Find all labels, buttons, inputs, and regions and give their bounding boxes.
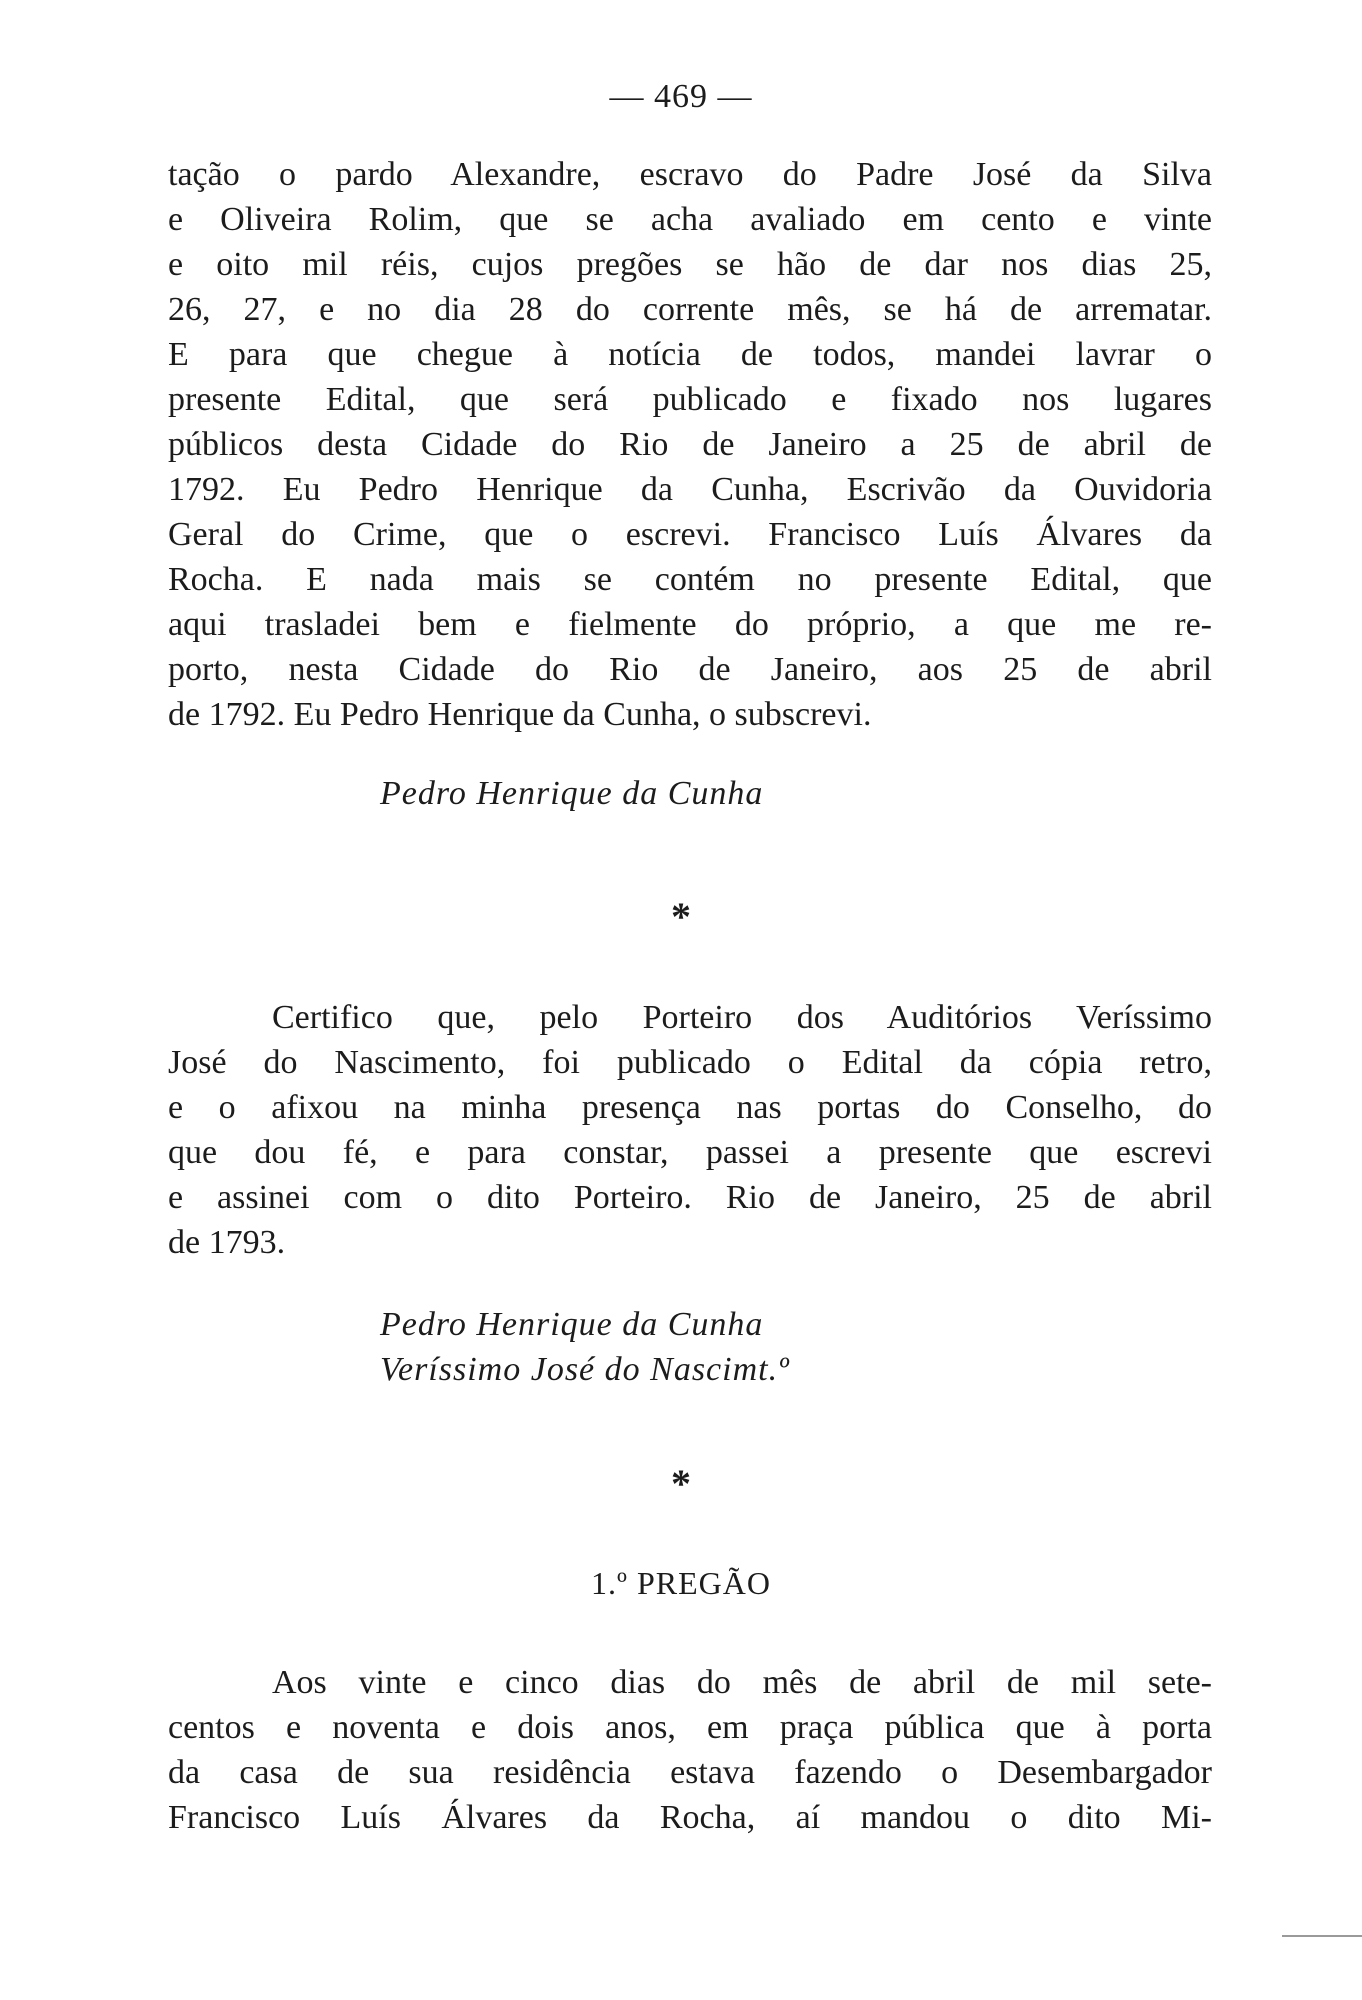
text-line: tação o pardo Alexandre, escravo do Padre José da Silva [168,156,1212,193]
text-line: de 1793. [168,1224,286,1261]
text-line: centos e noventa e dois anos, em praça pública que à porta [168,1709,1212,1746]
text-line: e Oliveira Rolim, que se acha avaliado em cento e vinte [168,201,1212,238]
text-line: Francisco Luís Álvares da Rocha, aí mandou o dito Mi- [168,1799,1212,1836]
text-line: e assinei com o dito Porteiro. Rio de Janeiro, 25 de abril [168,1179,1212,1216]
text-line: e o afixou na minha presença nas portas do Conselho, do [168,1089,1212,1126]
text-line: e oito mil réis, cujos pregões se hão de dar nos dias 25, [168,246,1212,283]
text-line: 1792. Eu Pedro Henrique da Cunha, Escrivão da Ouvidoria [168,471,1212,508]
signature-pedro-henrique: Pedro Henrique da Cunha [380,1306,764,1343]
paragraph-certificate [168,995,1212,1265]
text-line: E para que chegue à notícia de todos, mandei lavrar o [168,336,1212,373]
text-line: José do Nascimento, foi publicado o Edital da cópia retro, [168,1044,1212,1081]
page-number: — 469 — [609,78,753,115]
text-line: da casa de sua residência estava fazendo o Desembargador [168,1754,1212,1791]
paragraph-edital-ending [168,152,1212,737]
text-line: de 1792. Eu Pedro Henrique da Cunha, o subscrevi. [168,696,872,733]
text-line: públicos desta Cidade do Rio de Janeiro a 25 de abril de [168,426,1212,463]
signature-block [380,1302,790,1392]
signature-pedro-henrique: Pedro Henrique da Cunha [380,775,764,812]
scan-edge-line [1282,1935,1362,1937]
text-line: Aos vinte e cinco dias do mês de abril de mil sete- [272,1664,1212,1701]
signature-verissimo: Veríssimo José do Nascimt.º [380,1351,790,1388]
section-separator-asterisk: * [671,894,691,939]
text-line: 26, 27, e no dia 28 do corrente mês, se há de arrematar. [168,291,1212,328]
section-heading-pregao: 1.º PREGÃO [591,1565,771,1601]
text-line: presente Edital, que será publicado e fixado nos lugares [168,381,1212,418]
section-separator-asterisk: * [671,1461,691,1506]
text-line: Certifico que, pelo Porteiro dos Auditórios Veríssimo [272,999,1212,1036]
paragraph-pregao [168,1660,1212,1840]
text-line: porto, nesta Cidade do Rio de Janeiro, aos 25 de abril [168,651,1212,688]
text-line: Geral do Crime, que o escrevi. Francisco Luís Álvares da [168,516,1212,553]
text-line: que dou fé, e para constar, passei a presente que escrevi [168,1134,1212,1171]
text-line: aqui trasladei bem e fielmente do próprio, a que me re- [168,606,1212,643]
text-line: Rocha. E nada mais se contém no presente Edital, que [168,561,1212,598]
